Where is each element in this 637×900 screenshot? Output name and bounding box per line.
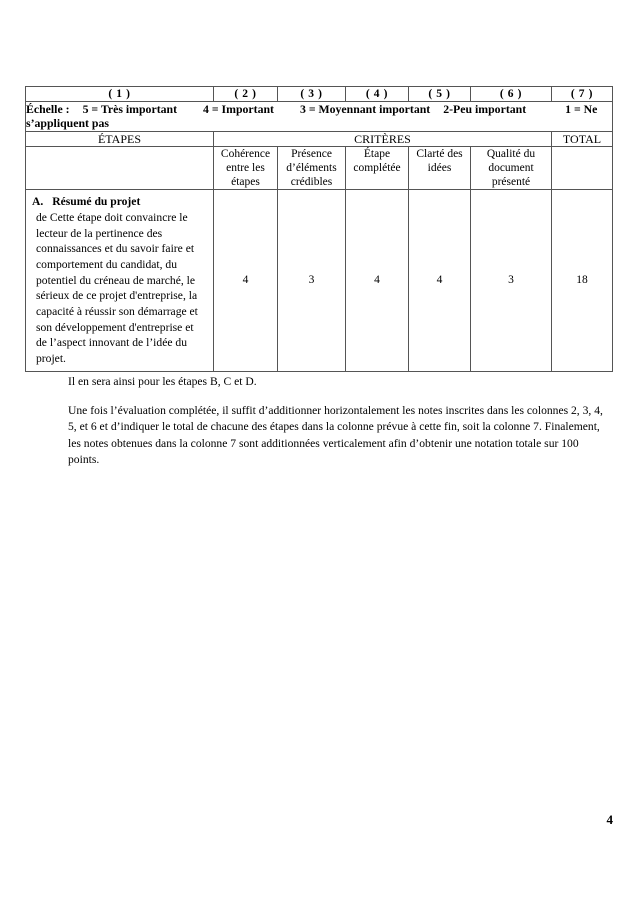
band-header-total: TOTAL <box>552 131 613 147</box>
criteria-header-etape-completee: Étape complétée <box>346 147 409 190</box>
criteria-header-clarte-idees: Clarté des idées <box>409 147 471 190</box>
step-title-line <box>32 194 207 210</box>
paragraph-steps-note: Il en sera ainsi pour les étapes B, C et D. <box>68 375 257 388</box>
column-number-6: ( 6 ) <box>471 87 552 102</box>
column-number-7: ( 7 ) <box>552 87 613 102</box>
table-row <box>26 190 613 371</box>
scale-legend-item-2: 2-Peu important <box>443 102 527 117</box>
criteria-header-empty-total <box>552 147 613 190</box>
scale-legend-item-4: 4 = Important <box>203 102 274 117</box>
band-header-steps: ÉTAPES <box>26 131 214 147</box>
scale-legend-label: Échelle : <box>26 102 70 117</box>
column-number-2: ( 2 ) <box>214 87 278 102</box>
step-description-cell <box>26 190 214 371</box>
scale-legend-item-1: 1 = Ne s’appliquent pas <box>26 102 598 131</box>
score-cell-elements-credibles: 3 <box>278 190 346 371</box>
column-number-1: ( 1 ) <box>26 87 214 102</box>
scale-legend-item-5: 5 = Très important <box>82 102 178 117</box>
column-number-4: ( 4 ) <box>346 87 409 102</box>
score-cell-total: 18 <box>552 190 613 371</box>
criteria-header-empty-steps <box>26 147 214 190</box>
score-cell-etape-completee: 4 <box>346 190 409 371</box>
criteria-header-qualite-document: Qualité du document présenté <box>471 147 552 190</box>
criteria-header-coherence: Cohérence entre les étapes <box>214 147 278 190</box>
column-number-3: ( 3 ) <box>278 87 346 102</box>
evaluation-grid-table <box>25 86 613 372</box>
band-header-criteria: CRITÈRES <box>214 131 552 147</box>
paragraph-scoring-instructions: Une fois l’évaluation complétée, il suffit d’additionner horizontalement les notes inscrites dans les colonnes 2, 3, 4, 5, et 6 et d’indiquer le total de chacune des étapes dans la colonne prévue à cette fin, soit la colonne 7. Finalement, les notes obtenues dans la colonne 7 sont additionnées verticalement afin d’obtenir une notation totale sur 100 points. <box>68 404 603 467</box>
step-description-text: de Cette étape doit convaincre le lecteur de la pertinence des connaissances et du savoir faire et comportement du candidat, du potentiel du créneau de marché, le sérieux de ce projet d'entreprise, la capacité à réussir son démarrage et son développement d'entreprise et de l’aspect innovant de l’idée du projet. <box>36 211 198 365</box>
band-header-row <box>26 131 613 147</box>
column-number-5: ( 5 ) <box>409 87 471 102</box>
score-cell-clarte-idees: 4 <box>409 190 471 371</box>
criteria-header-elements-credibles: Présence d’éléments crédibles <box>278 147 346 190</box>
score-cell-qualite-document: 3 <box>471 190 552 371</box>
criteria-header-row <box>26 147 613 190</box>
step-label: A. <box>32 195 44 209</box>
score-cell-coherence: 4 <box>214 190 278 371</box>
step-title-text: Résumé du projet <box>52 195 141 209</box>
column-number-row <box>26 87 613 102</box>
scale-legend-row <box>26 102 613 132</box>
evaluation-grid-container <box>25 86 612 372</box>
scale-legend-cell <box>26 102 613 132</box>
page-number: 4 <box>606 812 613 827</box>
scale-legend-item-3: 3 = Moyennant important <box>299 102 431 117</box>
